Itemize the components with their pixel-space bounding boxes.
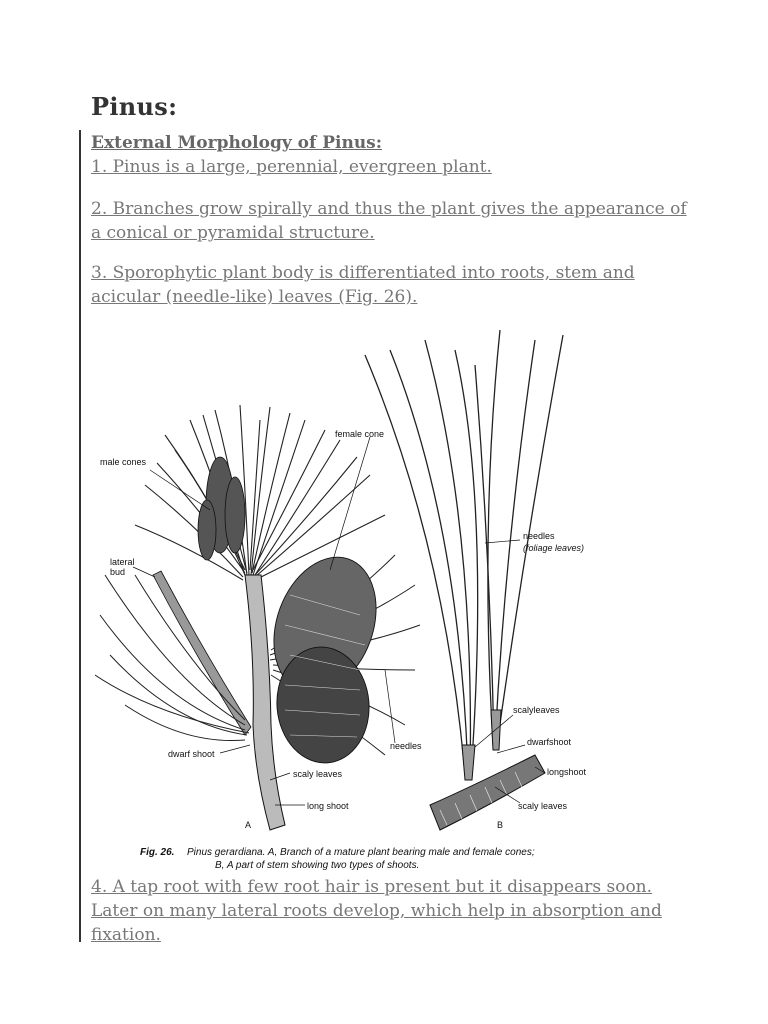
label-scalyleaves-top: scalyleaves bbox=[513, 705, 560, 715]
label-bud: bud bbox=[110, 567, 126, 577]
label-needles-b: needles bbox=[523, 531, 555, 541]
caption-line-2: B, A part of stem showing two types of shoots. bbox=[215, 860, 420, 871]
label-female-cone: female cone bbox=[335, 429, 385, 439]
label-scalyleaves-bottom: scaly leaves bbox=[518, 801, 568, 811]
page-title: Pinus: bbox=[91, 92, 178, 121]
label-panel-a: A bbox=[245, 820, 252, 830]
label-lateral: lateral bbox=[110, 557, 135, 567]
label-longshoot: longshoot bbox=[547, 767, 587, 777]
pinus-figure bbox=[95, 325, 655, 875]
caption-line-1: Pinus gerardiana. A, Branch of a mature plant bearing male and female cones; bbox=[187, 847, 535, 858]
pinus-illustration bbox=[95, 325, 655, 875]
paragraph-2[interactable]: 2. Branches grow spirally and thus the plant gives the appearance of a conical or pyramidal structure. bbox=[91, 199, 687, 243]
label-scaly-leaves-a: scaly leaves bbox=[293, 769, 343, 779]
paragraph-3[interactable]: 3. Sporophytic plant body is differentiated into roots, stem and acicular (needle-like) leaves (Fig. 26). bbox=[91, 263, 635, 307]
scaly-leaves-b bbox=[462, 710, 501, 780]
left-rule bbox=[79, 130, 81, 942]
label-male-cones: male cones bbox=[100, 457, 147, 467]
male-cones-a bbox=[198, 457, 245, 560]
female-cones-a bbox=[256, 543, 394, 767]
label-dwarf-shoot: dwarf shoot bbox=[168, 749, 215, 759]
paragraph-1[interactable]: 1. Pinus is a large, perennial, evergreen plant. bbox=[91, 157, 492, 177]
label-foliage-leaves: (foliage leaves) bbox=[523, 543, 585, 553]
caption-fig-number: Fig. 26. bbox=[140, 847, 175, 858]
label-dwarfshoot: dwarfshoot bbox=[527, 737, 572, 747]
label-needles-a: needles bbox=[390, 741, 422, 751]
label-long-shoot: long shoot bbox=[307, 801, 349, 811]
label-panel-b: B bbox=[497, 820, 504, 830]
paragraph-4[interactable]: 4. A tap root with few root hair is present but it disappears soon. Later on many lateral roots develop, which help in absorption and fixation. bbox=[91, 877, 662, 945]
section-subheading[interactable]: External Morphology of Pinus: bbox=[91, 133, 383, 153]
